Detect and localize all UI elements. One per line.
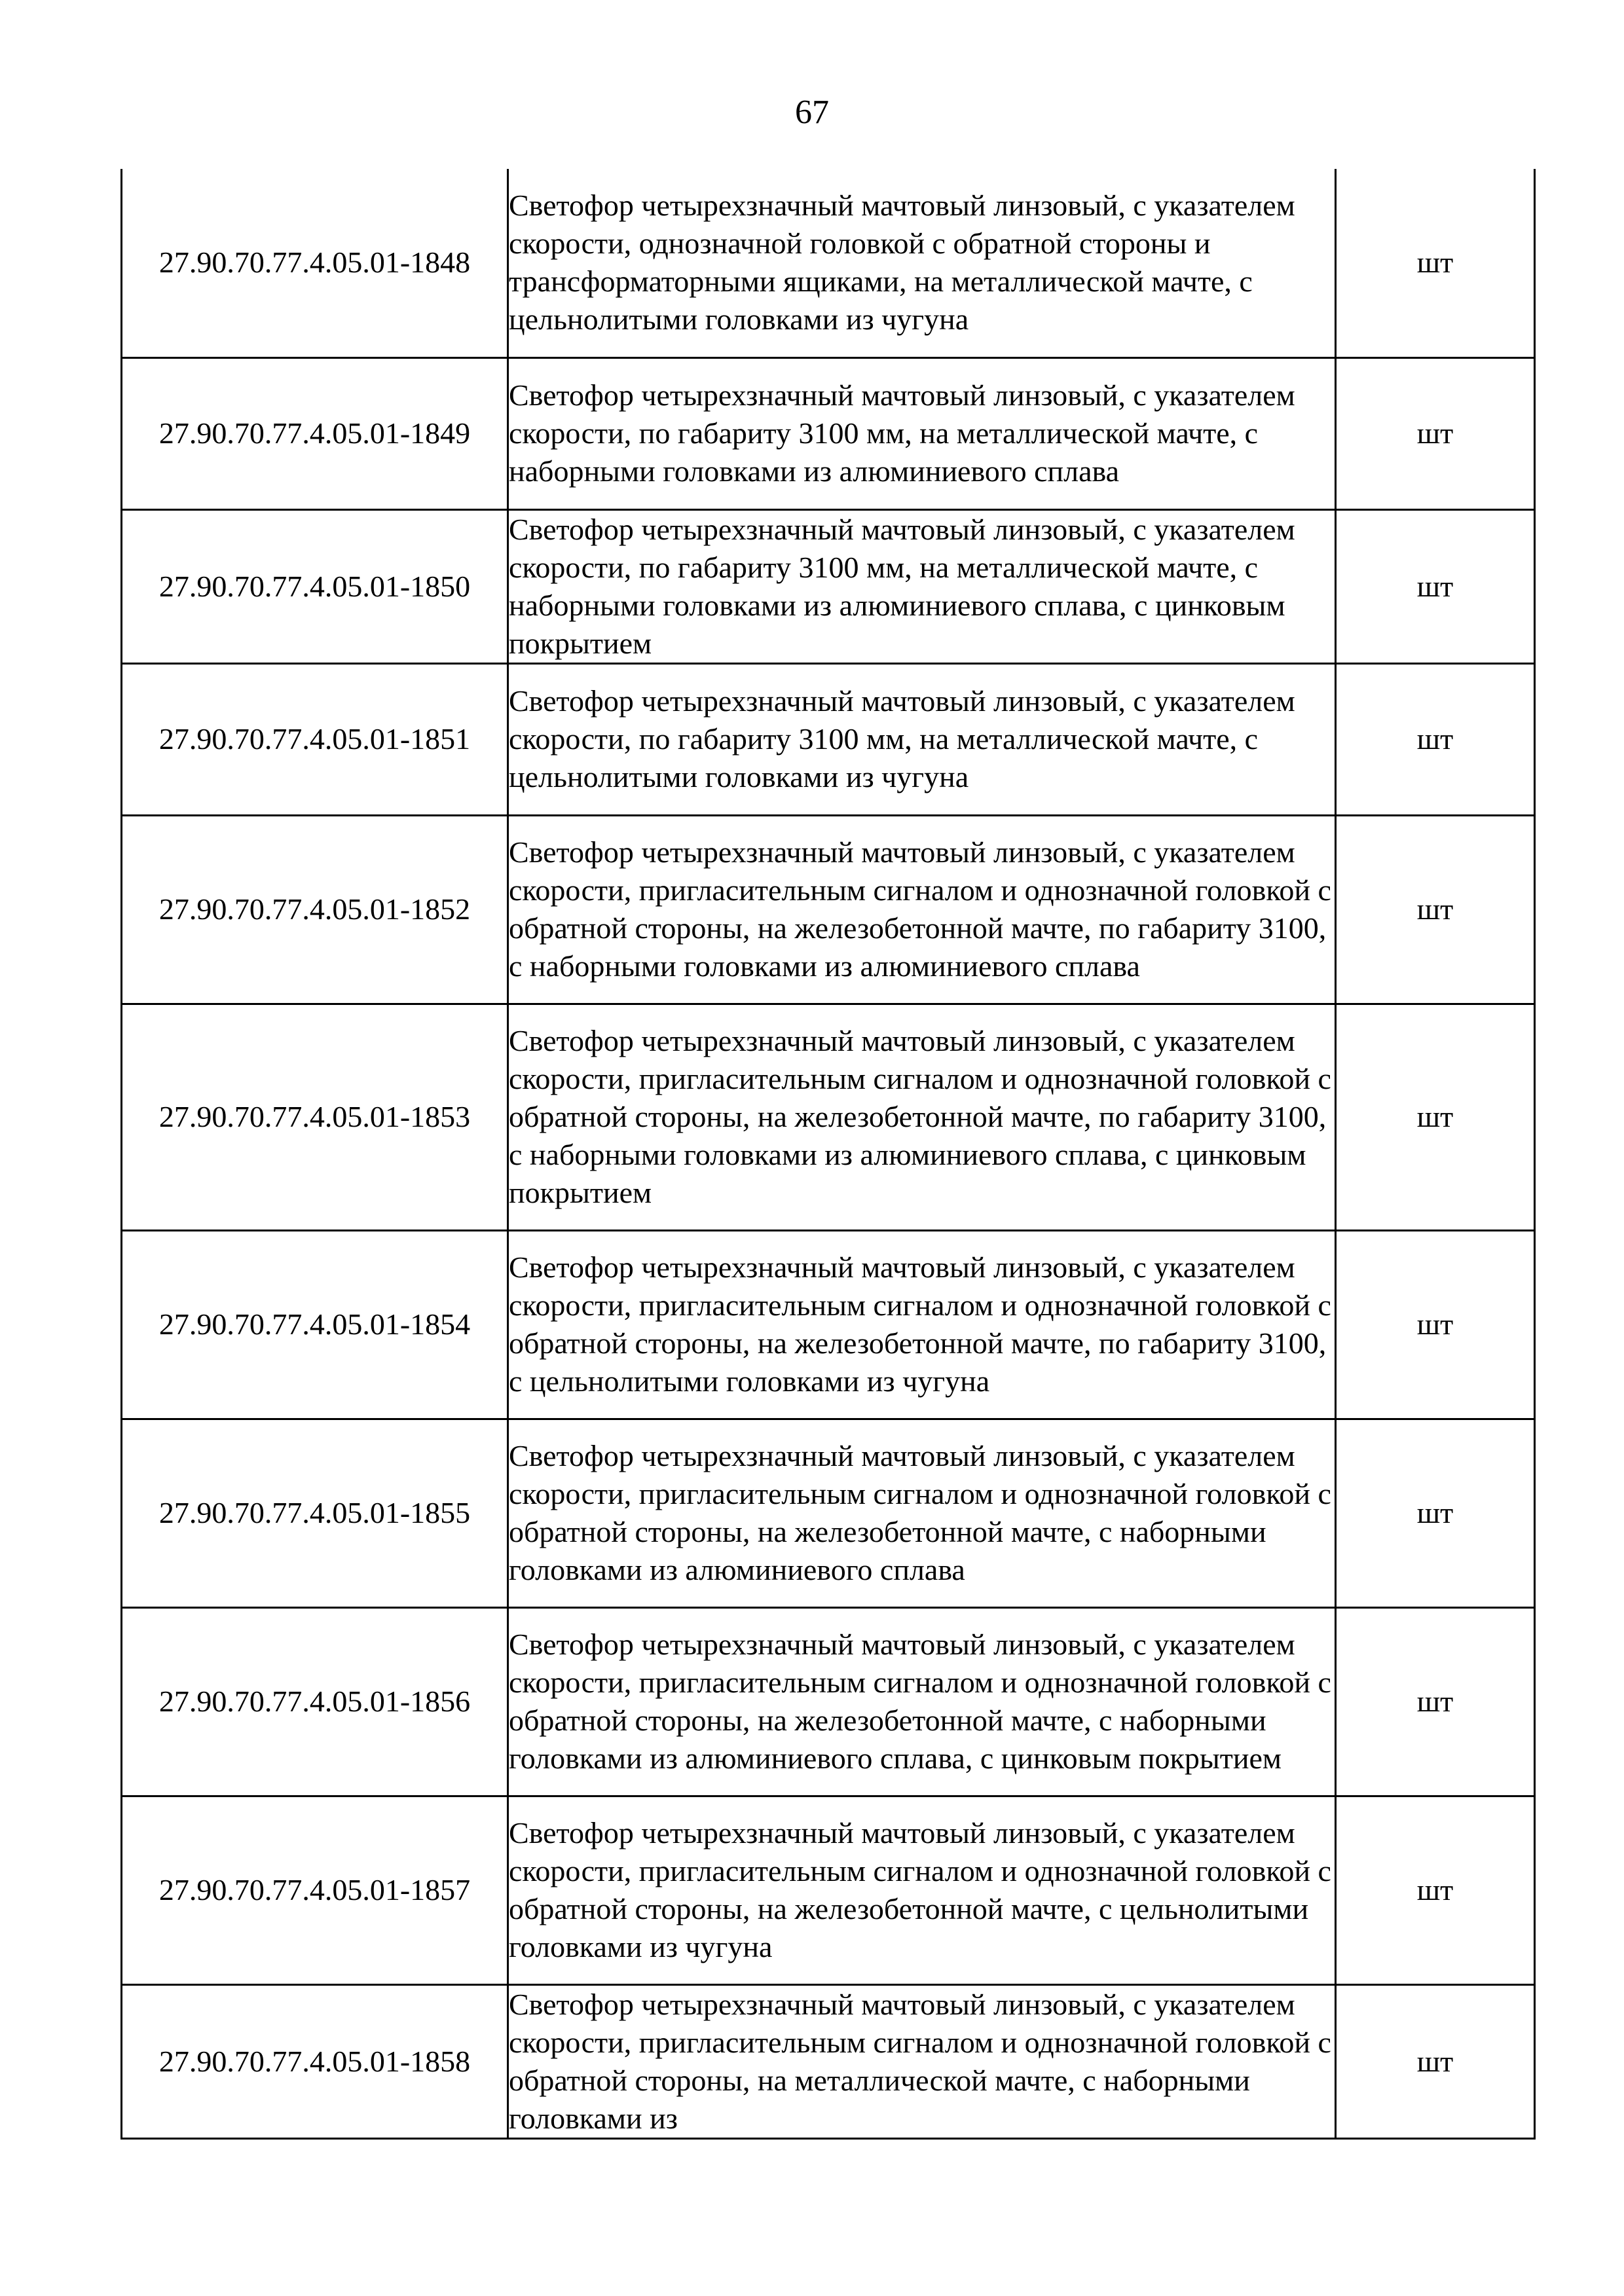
item-unit: шт <box>1336 1230 1535 1419</box>
item-description: Светофор четырехзначный мачтовый линзовый, с указателем скорости, пригласительным сигналом и однозначной головкой с обратной стороны, на железобетонной мачте, с цельнолитыми головками из чугуна <box>508 1796 1336 1984</box>
item-unit: шт <box>1336 357 1535 509</box>
table-row <box>122 1419 1535 1607</box>
item-description: Светофор четырехзначный мачтовый линзовый, с указателем скорости, пригласительным сигналом и однозначной головкой с обратной стороны, на железобетонной мачте, с наборными головками из алюминиевого сплава, с цинковым покрытием <box>508 1607 1336 1796</box>
item-unit: шт <box>1336 663 1535 815</box>
table-row <box>122 357 1535 509</box>
item-description: Светофор четырехзначный мачтовый линзовый, с указателем скорости, пригласительным сигналом и однозначной головкой с обратной стороны, на железобетонной мачте, с наборными головками из алюминиевого сплава <box>508 1419 1336 1607</box>
item-code: 27.90.70.77.4.05.01-1850 <box>122 509 508 663</box>
item-description: Светофор четырехзначный мачтовый линзовый, с указателем скорости, пригласительным сигналом и однозначной головкой с обратной стороны, на железобетонной мачте, по габариту 3100, с наборными головками из алюминиевого сплава, с цинковым покрытием <box>508 1004 1336 1230</box>
item-code: 27.90.70.77.4.05.01-1851 <box>122 663 508 815</box>
table-row <box>122 1004 1535 1230</box>
item-description: Светофор четырехзначный мачтовый линзовый, с указателем скорости, пригласительным сигналом и однозначной головкой с обратной стороны, на железобетонной мачте, по габариту 3100, с цельнолитыми головками из чугуна <box>508 1230 1336 1419</box>
table-row <box>122 815 1535 1004</box>
item-code: 27.90.70.77.4.05.01-1854 <box>122 1230 508 1419</box>
item-code: 27.90.70.77.4.05.01-1849 <box>122 357 508 509</box>
item-description: Светофор четырехзначный мачтовый линзовый, с указателем скорости, по габариту 3100 мм, на металлической мачте, с наборными головками из алюминиевого сплава, с цинковым покрытием <box>508 509 1336 663</box>
item-code: 27.90.70.77.4.05.01-1856 <box>122 1607 508 1796</box>
table-row <box>122 509 1535 663</box>
item-code: 27.90.70.77.4.05.01-1853 <box>122 1004 508 1230</box>
item-description: Светофор четырехзначный мачтовый линзовый, с указателем скорости, пригласительным сигналом и однозначной головкой с обратной стороны, на железобетонной мачте, по габариту 3100, с наборными головками из алюминиевого сплава <box>508 815 1336 1004</box>
item-unit: шт <box>1336 169 1535 357</box>
item-description: Светофор четырехзначный мачтовый линзовый, с указателем скорости, по габариту 3100 мм, на металлической мачте, с наборными головками из алюминиевого сплава <box>508 357 1336 509</box>
specification-table <box>120 169 1536 2140</box>
item-unit: шт <box>1336 1796 1535 1984</box>
table-row <box>122 1230 1535 1419</box>
item-unit: шт <box>1336 1419 1535 1607</box>
item-code: 27.90.70.77.4.05.01-1855 <box>122 1419 508 1607</box>
item-code: 27.90.70.77.4.05.01-1857 <box>122 1796 508 1984</box>
item-unit: шт <box>1336 1004 1535 1230</box>
page-number: 67 <box>795 94 829 131</box>
item-description: Светофор четырехзначный мачтовый линзовый, с указателем скорости, по габариту 3100 мм, на металлической мачте, с цельнолитыми головками из чугуна <box>508 663 1336 815</box>
table-row <box>122 1607 1535 1796</box>
item-code: 27.90.70.77.4.05.01-1848 <box>122 169 508 357</box>
table-row <box>122 663 1535 815</box>
table-row <box>122 169 1535 357</box>
item-unit: шт <box>1336 1607 1535 1796</box>
item-unit: шт <box>1336 815 1535 1004</box>
item-description: Светофор четырехзначный мачтовый линзовый, с указателем скорости, пригласительным сигналом и однозначной головкой с обратной стороны, на металлической мачте, с наборными головками из <box>508 1984 1336 2138</box>
item-code: 27.90.70.77.4.05.01-1852 <box>122 815 508 1004</box>
table-row <box>122 1796 1535 1984</box>
item-code: 27.90.70.77.4.05.01-1858 <box>122 1984 508 2138</box>
item-description: Светофор четырехзначный мачтовый линзовый, с указателем скорости, однозначной головкой с обратной стороны и трансформаторными ящиками, на металлической мачте, с цельнолитыми головками из чугуна <box>508 169 1336 357</box>
item-unit: шт <box>1336 509 1535 663</box>
item-unit: шт <box>1336 1984 1535 2138</box>
table-row <box>122 1984 1535 2138</box>
